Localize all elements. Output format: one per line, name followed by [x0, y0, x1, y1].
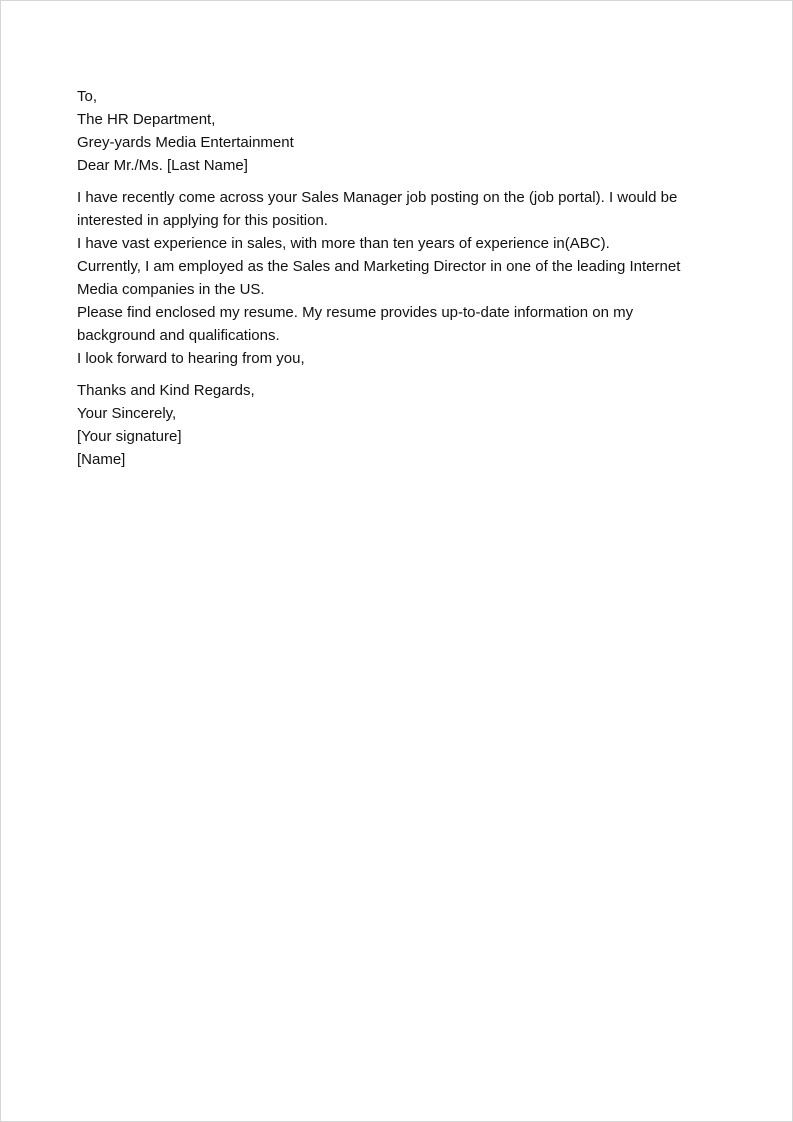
- body-block: [77, 186, 717, 370]
- address-line-to: To,: [77, 88, 98, 105]
- body-line: interested in applying for this position.: [77, 212, 328, 229]
- body-line: Media companies in the US.: [77, 281, 265, 298]
- address-block: [77, 85, 717, 177]
- closing-block: [77, 379, 717, 471]
- closing-sincerely: Your Sincerely,: [77, 405, 177, 422]
- signature-placeholder: [Your signature]: [77, 428, 182, 445]
- body-line: I look forward to hearing from you,: [77, 350, 305, 367]
- address-line-company: Grey-yards Media Entertainment: [77, 134, 294, 151]
- letter-content: [77, 85, 717, 471]
- body-line: Please find enclosed my resume. My resume provides up-to-date information on my: [77, 304, 634, 321]
- salutation: Dear Mr./Ms. [Last Name]: [77, 157, 248, 174]
- body-line: I have vast experience in sales, with more than ten years of experience in(ABC).: [77, 235, 610, 252]
- closing-regards: Thanks and Kind Regards,: [77, 382, 255, 399]
- name-placeholder: [Name]: [77, 451, 126, 468]
- body-line: I have recently come across your Sales Manager job posting on the (job portal). I would be: [77, 189, 678, 206]
- body-line: Currently, I am employed as the Sales and Marketing Director in one of the leading Internet: [77, 258, 681, 275]
- body-line: background and qualifications.: [77, 327, 280, 344]
- address-line-department: The HR Department,: [77, 111, 216, 128]
